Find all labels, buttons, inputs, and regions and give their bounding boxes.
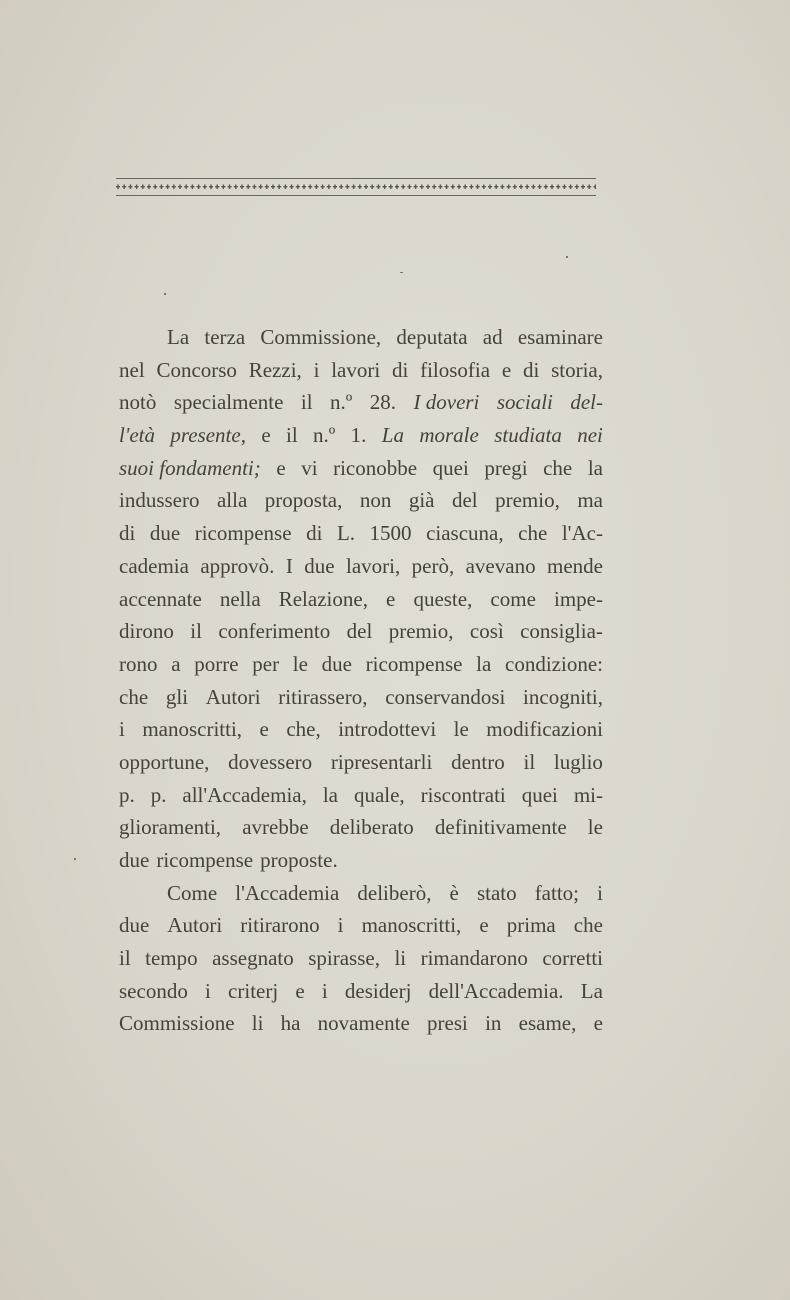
word: notò (119, 390, 157, 415)
word: di (391, 357, 409, 382)
word: criterj (228, 978, 279, 1003)
text-line (119, 681, 603, 714)
text-line (119, 942, 603, 975)
word: e (276, 455, 286, 480)
paper-speck (566, 256, 568, 258)
word: Relazione, (278, 586, 368, 611)
word: dentro (451, 749, 505, 774)
word: pregi (484, 455, 528, 480)
word: e (386, 586, 396, 611)
word: in (485, 1011, 502, 1036)
word: dell'Accademia. (428, 978, 564, 1003)
word: stato (476, 880, 517, 905)
word: quei (432, 455, 469, 480)
word: però, (411, 553, 455, 578)
header-rule-top (116, 178, 596, 179)
word: ricompense (194, 521, 292, 546)
word: all'Accademia, (182, 782, 307, 807)
word: presi (427, 1011, 468, 1036)
word: accennate (119, 586, 202, 611)
word: riconobbe (333, 455, 418, 480)
word: approvò. (200, 553, 275, 578)
word: ciascuna, (426, 521, 504, 546)
word: il (119, 946, 131, 971)
word: porre (194, 651, 239, 676)
text-line (119, 713, 603, 746)
word: specialmente (173, 390, 284, 415)
word: L. (336, 521, 356, 546)
word: Come (167, 880, 218, 905)
word: mi- (573, 782, 603, 807)
word: li (394, 946, 407, 971)
word: gli (165, 684, 189, 709)
word: storia, (551, 357, 603, 382)
word: Autori (205, 684, 261, 709)
word: studiata (494, 423, 562, 448)
text-line (119, 583, 603, 616)
text-line (119, 746, 603, 779)
word: terza (204, 325, 246, 349)
word: per (252, 651, 280, 676)
word: incogniti, (523, 684, 603, 709)
word: ha (280, 1011, 301, 1036)
word: ricompense (156, 848, 254, 872)
word: del- (570, 390, 603, 415)
word: il (286, 423, 298, 448)
paper-speck (164, 293, 166, 295)
word: suoi fondamenti; (119, 455, 261, 480)
word: che (543, 455, 573, 480)
word: due (149, 521, 181, 546)
word: 28. (369, 390, 397, 415)
word: deliberato (329, 815, 414, 840)
word: che (573, 913, 603, 938)
word: mende (546, 553, 603, 578)
word: secondo (119, 978, 188, 1003)
word: presente, (170, 423, 246, 448)
word: deliberò, (357, 880, 432, 905)
word: a (171, 651, 181, 676)
word: rono (119, 651, 158, 676)
word: due (321, 651, 352, 676)
word: lavori (331, 357, 381, 382)
word: glioramenti, (119, 815, 222, 840)
text-line (119, 975, 603, 1008)
word: avevano (465, 553, 536, 578)
text-line (119, 550, 603, 583)
word: il (190, 619, 202, 644)
word: n.º (330, 390, 353, 415)
word: proposta, (264, 488, 343, 513)
word: li (251, 1011, 264, 1036)
word: e (295, 978, 305, 1003)
word: di (119, 521, 136, 546)
word: premio, (388, 619, 454, 644)
word: corretti (542, 946, 603, 971)
header-rule-bottom (116, 195, 596, 196)
word: avrebbe (242, 815, 309, 840)
text-line (119, 779, 603, 812)
text-line (119, 1007, 603, 1040)
word: del (346, 619, 373, 644)
word: che (119, 684, 149, 709)
word: i (313, 357, 320, 382)
word: due (119, 848, 150, 872)
word: ricompense (365, 651, 463, 676)
word: conservandosi (385, 684, 506, 709)
word: dirono (119, 619, 174, 644)
word: ma (577, 488, 603, 513)
word: le (453, 717, 469, 742)
word: ritirassero, (278, 684, 368, 709)
word: I doveri (413, 390, 480, 415)
word: i (597, 880, 603, 905)
word: manoscritti, (361, 913, 462, 938)
word: ritirarono (240, 913, 320, 938)
word: Commissione (119, 1011, 235, 1036)
paper-speck (74, 858, 76, 860)
text-line (119, 517, 603, 550)
word: la (476, 651, 492, 676)
text-line (119, 354, 603, 387)
word: la (587, 455, 603, 480)
word: filosofia (420, 357, 491, 382)
word: La (167, 325, 190, 349)
text-line (119, 877, 603, 910)
word: i (119, 717, 125, 742)
word: manoscritti, (142, 717, 243, 742)
word: vi (301, 455, 318, 480)
word: nei (577, 423, 603, 448)
word: che, (286, 717, 321, 742)
word: rimandarono (420, 946, 528, 971)
word: premio, (495, 488, 560, 513)
word: le (587, 815, 603, 840)
word: deputata (396, 325, 468, 349)
word: di (306, 521, 323, 546)
word: così (469, 619, 504, 644)
word: luglio (553, 749, 603, 774)
word: due (304, 553, 335, 578)
word: quale, (353, 782, 405, 807)
text-line (119, 648, 603, 681)
word: alla (216, 488, 248, 513)
text-line (119, 321, 603, 354)
word: il (300, 390, 313, 415)
word: consiglia- (520, 619, 603, 644)
word: riscontrati (420, 782, 506, 807)
word: opportune, (119, 749, 210, 774)
word: e (259, 717, 269, 742)
text-line (119, 419, 603, 452)
text-line (119, 484, 603, 517)
word: sociali (496, 390, 553, 415)
text-line (119, 386, 603, 419)
word: Rezzi, (248, 357, 302, 382)
word: l'Ac- (561, 521, 603, 546)
word: le (292, 651, 308, 676)
word: morale (419, 423, 479, 448)
word: l'Accademia (235, 880, 340, 905)
ornamental-border (116, 180, 596, 194)
word: non (359, 488, 392, 513)
word: I (285, 553, 293, 578)
word: e (593, 1011, 603, 1036)
word: esame, (518, 1011, 577, 1036)
word: quei (521, 782, 558, 807)
word: proposte. (260, 848, 338, 872)
word: lavori, (345, 553, 401, 578)
word: ad (482, 325, 503, 349)
word: l'età (119, 423, 155, 448)
word: dovessero (228, 749, 313, 774)
word: introdottevi (338, 717, 437, 742)
word: i (321, 978, 328, 1003)
word: Concorso (156, 357, 237, 382)
text-line (119, 811, 603, 844)
word: p. (119, 782, 135, 807)
word: modificazioni (486, 717, 603, 742)
word: tempo (145, 946, 198, 971)
word: n.º (313, 423, 336, 448)
word: esaminare (517, 325, 603, 349)
word: è (449, 880, 459, 905)
word: Commissione, (260, 325, 382, 349)
word: La (381, 423, 404, 448)
word: impe- (553, 586, 603, 611)
word: indussero (119, 488, 200, 513)
word: desiderj (344, 978, 412, 1003)
word: queste, (413, 586, 473, 611)
word: nella (219, 586, 261, 611)
text-line (119, 844, 603, 877)
word: e (261, 423, 271, 448)
word: già (408, 488, 435, 513)
word: ripresentarli (330, 749, 433, 774)
word: la (322, 782, 338, 807)
text-line (119, 909, 603, 942)
word: del (451, 488, 478, 513)
word: condizione: (505, 651, 603, 676)
word: due (119, 913, 150, 938)
word: di (522, 357, 540, 382)
word: il (523, 749, 536, 774)
word: p. (150, 782, 167, 807)
word: e (501, 357, 512, 382)
word: assegnato (212, 946, 294, 971)
word: cademia (119, 553, 189, 578)
word: Autori (167, 913, 223, 938)
word: definitivamente (434, 815, 567, 840)
paper-speck (400, 272, 403, 273)
word: fatto; (534, 880, 580, 905)
word: e (479, 913, 489, 938)
word: nel (119, 357, 145, 382)
text-line (119, 452, 603, 485)
word: 1500 (369, 521, 412, 546)
word: spirasse, (308, 946, 380, 971)
word: La (580, 978, 603, 1003)
word: come (490, 586, 536, 611)
word: novamente (317, 1011, 410, 1036)
word: 1. (350, 423, 367, 448)
word: i (337, 913, 344, 938)
text-line (119, 615, 603, 648)
word: prima (506, 913, 556, 938)
body-text (119, 321, 603, 1040)
word: conferimento (218, 619, 331, 644)
word: i (205, 978, 211, 1003)
word: che (518, 521, 548, 546)
